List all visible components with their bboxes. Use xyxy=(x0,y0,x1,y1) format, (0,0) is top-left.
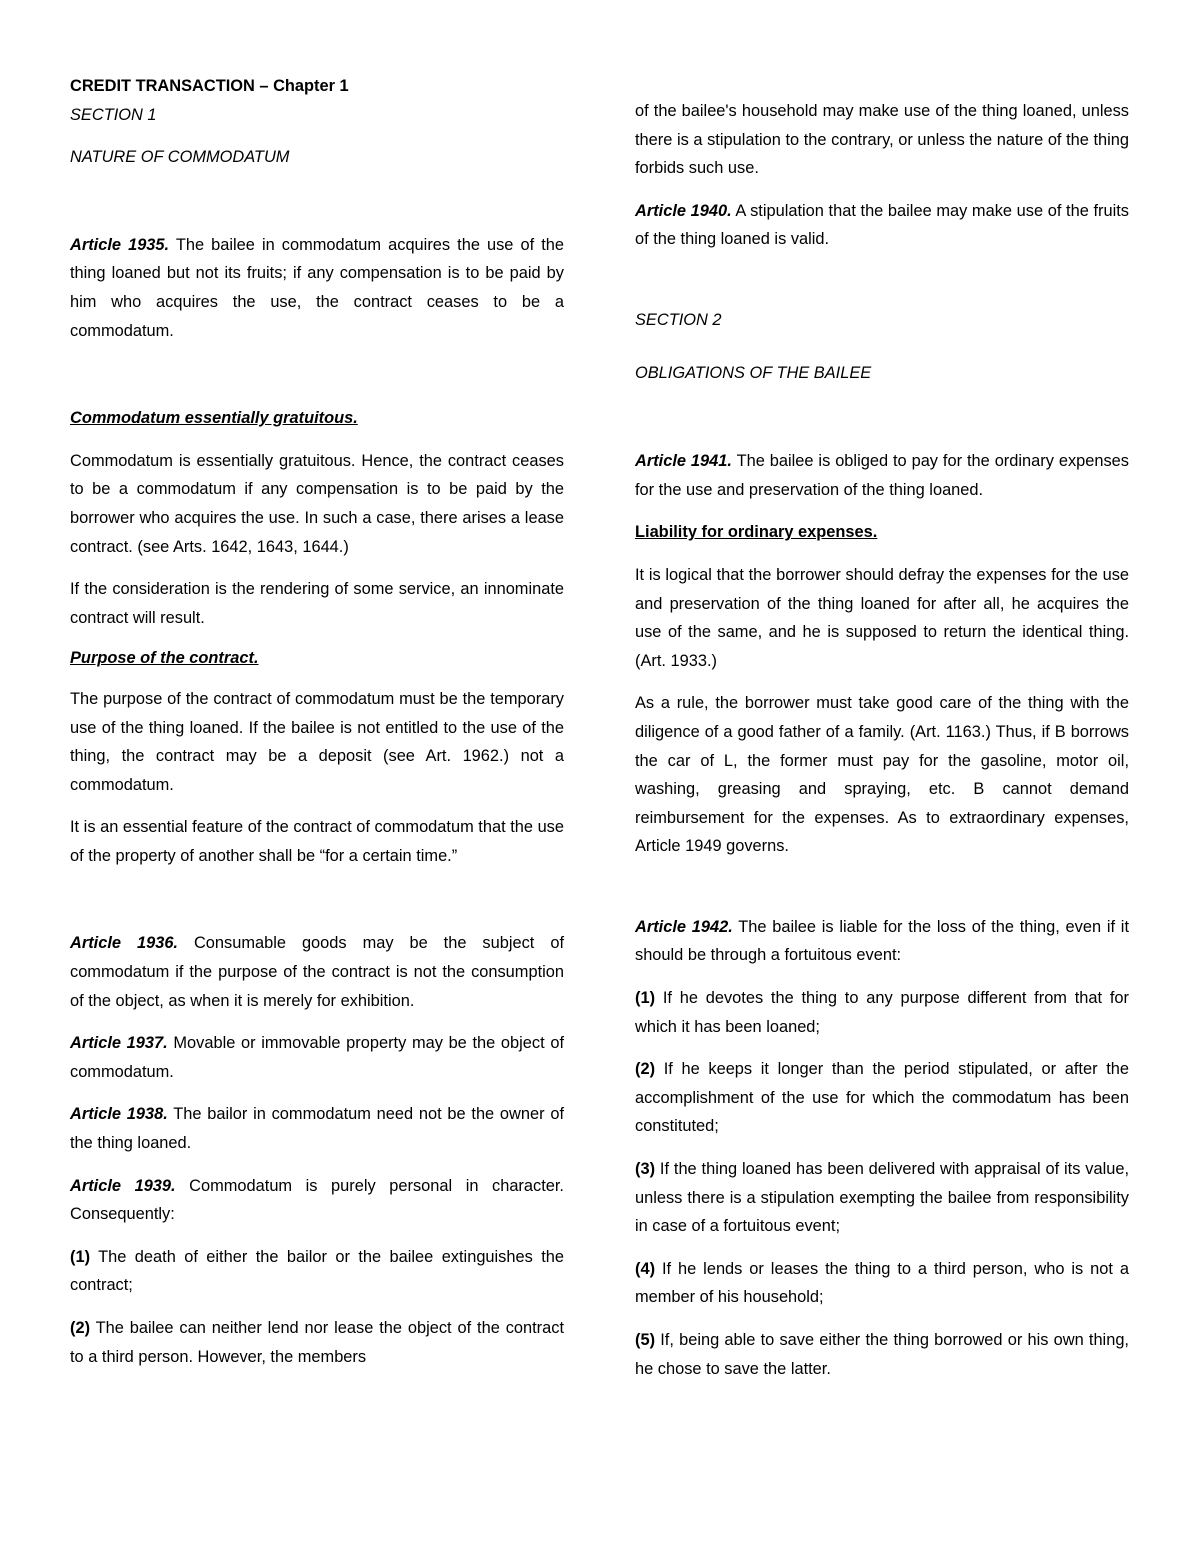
list-item xyxy=(635,1155,1129,1241)
paragraph-purpose-1: The purpose of the contract of commodatum must be the temporary use of the thing loaned. If the bailee is not entitled to the use of the thing, the contract may be a deposit (see Art. 1962.) not a commodatum. xyxy=(70,689,564,794)
item-number: (2) xyxy=(70,1319,91,1337)
heading-liability: Liability for ordinary expenses. xyxy=(635,523,878,542)
article-label: Article 1941. xyxy=(635,452,732,471)
item-text: If he keeps it longer than the period stipulated, or after the accomplishment of the use for which the commodatum has been constituted; xyxy=(635,1060,1129,1136)
item-text: The death of either the bailor or the bailee extinguishes the contract; xyxy=(70,1247,564,1295)
paragraph-purpose-2: It is an essential feature of the contract of commodatum that the use of the property of another shall be “for a certain time.” xyxy=(70,818,564,865)
left-column xyxy=(70,0,564,1371)
article-text: The bailee is obliged to pay for the ordinary expenses for the use and preservation of the thing loaned. xyxy=(635,452,1129,499)
section-title: OBLIGATIONS OF THE BAILEE xyxy=(635,363,872,382)
article-label: Article 1937. xyxy=(70,1034,168,1053)
item-number: (1) xyxy=(635,989,656,1008)
section-label: SECTION 2 xyxy=(635,310,722,329)
item-number: (3) xyxy=(635,1160,656,1179)
heading-purpose: Purpose of the contract. xyxy=(70,649,259,668)
paragraph-liability-1: It is logical that the borrower should defray the expenses for the use and preservation of the thing loaned for after all, he acquires the use of the same, and he is supposed to return the identical thing. (Art. 1933.) xyxy=(635,565,1129,670)
section-title: NATURE OF COMMODATUM xyxy=(70,148,290,167)
article-label: Article 1939. xyxy=(70,1176,176,1195)
item-text: If he lends or leases the thing to a third person, who is not a member of his household; xyxy=(635,1259,1129,1307)
article-text: The bailor in commodatum need not be the owner of the thing loaned. xyxy=(70,1105,564,1153)
document-title: CREDIT TRANSACTION – Chapter 1 xyxy=(70,77,349,95)
section-label: SECTION 1 xyxy=(70,105,157,124)
article-1937 xyxy=(70,1029,564,1086)
item-number: (2) xyxy=(635,1060,656,1079)
article-text: The bailee is liable for the loss of the thing, even if it should be through a fortuitous event: xyxy=(635,917,1129,965)
article-label: Article 1942. xyxy=(635,917,733,936)
list-item xyxy=(635,984,1129,1041)
paragraph-consideration: If the consideration is the rendering of some service, an innominate contract will result. xyxy=(70,580,564,627)
paragraph-liability-2: As a rule, the borrower must take good care of the thing with the diligence of a good father of a family. (Art. 1163.) Thus, if B borrows the car of L, the former must pay for the gasoline, motor oil, washing, greasing and spraying, etc. B cannot demand reimbursement for the expenses. As to extraordinary expenses, Article 1949 governs. xyxy=(635,694,1129,856)
article-text: The bailee in commodatum acquires the use of the thing loaned but not its fruits; if any compensation is to be paid by him who acquires the use, the contract ceases to be a commodatum. xyxy=(70,235,564,340)
article-label: Article 1938. xyxy=(70,1105,168,1124)
article-1940 xyxy=(635,197,1129,254)
article-1935 xyxy=(70,231,564,345)
article-label: Article 1940. xyxy=(635,201,732,220)
item-number: (1) xyxy=(70,1247,91,1266)
right-column xyxy=(635,0,1129,1383)
article-1938 xyxy=(70,1100,564,1157)
article-label: Article 1936. xyxy=(70,934,178,953)
list-item xyxy=(70,1314,564,1371)
article-text: A stipulation that the bailee may make use of the fruits of the thing loaned is valid. xyxy=(635,201,1129,249)
item-text: If, being able to save either the thing borrowed or his own thing, he chose to save the latter. xyxy=(635,1331,1129,1378)
paragraph-continuation: of the bailee's household may make use of the thing loaned, unless there is a stipulation to the contrary, or unless the nature of the thing forbids such use. xyxy=(635,102,1129,178)
article-text: Consumable goods may be the subject of commodatum if the purpose of the contract is not the consumption of the object, as when it is merely for exhibition. xyxy=(70,934,564,1010)
article-1936 xyxy=(70,929,564,1015)
article-text: Movable or immovable property may be the object of commodatum. xyxy=(70,1034,564,1081)
list-item xyxy=(70,1243,564,1300)
item-number: (5) xyxy=(635,1331,656,1349)
paragraph-gratuitous: Commodatum is essentially gratuitous. Hence, the contract ceases to be a commodatum if any compensation is to be paid by the borrower who acquires the use. In such a case, there arises a lease contract. (see Arts. 1642, 1643, 1644.) xyxy=(70,451,564,556)
article-1942 xyxy=(635,913,1129,970)
article-1939 xyxy=(70,1172,564,1229)
item-text: If he devotes the thing to any purpose different from that for which it has been loaned; xyxy=(635,989,1129,1036)
article-1941 xyxy=(635,447,1129,504)
article-label: Article 1935. xyxy=(70,235,170,254)
heading-gratuitous: Commodatum essentially gratuitous. xyxy=(70,409,358,428)
item-text: The bailee can neither lend nor lease the object of the contract to a third person. However, the members xyxy=(70,1319,564,1366)
article-text: Commodatum is purely personal in character. Consequently: xyxy=(70,1176,564,1224)
list-item xyxy=(635,1326,1129,1383)
item-text: If the thing loaned has been delivered with appraisal of its value, unless there is a stipulation exempting the bailee from responsibility in case of a fortuitous event; xyxy=(635,1160,1129,1236)
item-number: (4) xyxy=(635,1259,656,1278)
list-item xyxy=(635,1255,1129,1312)
list-item xyxy=(635,1055,1129,1141)
